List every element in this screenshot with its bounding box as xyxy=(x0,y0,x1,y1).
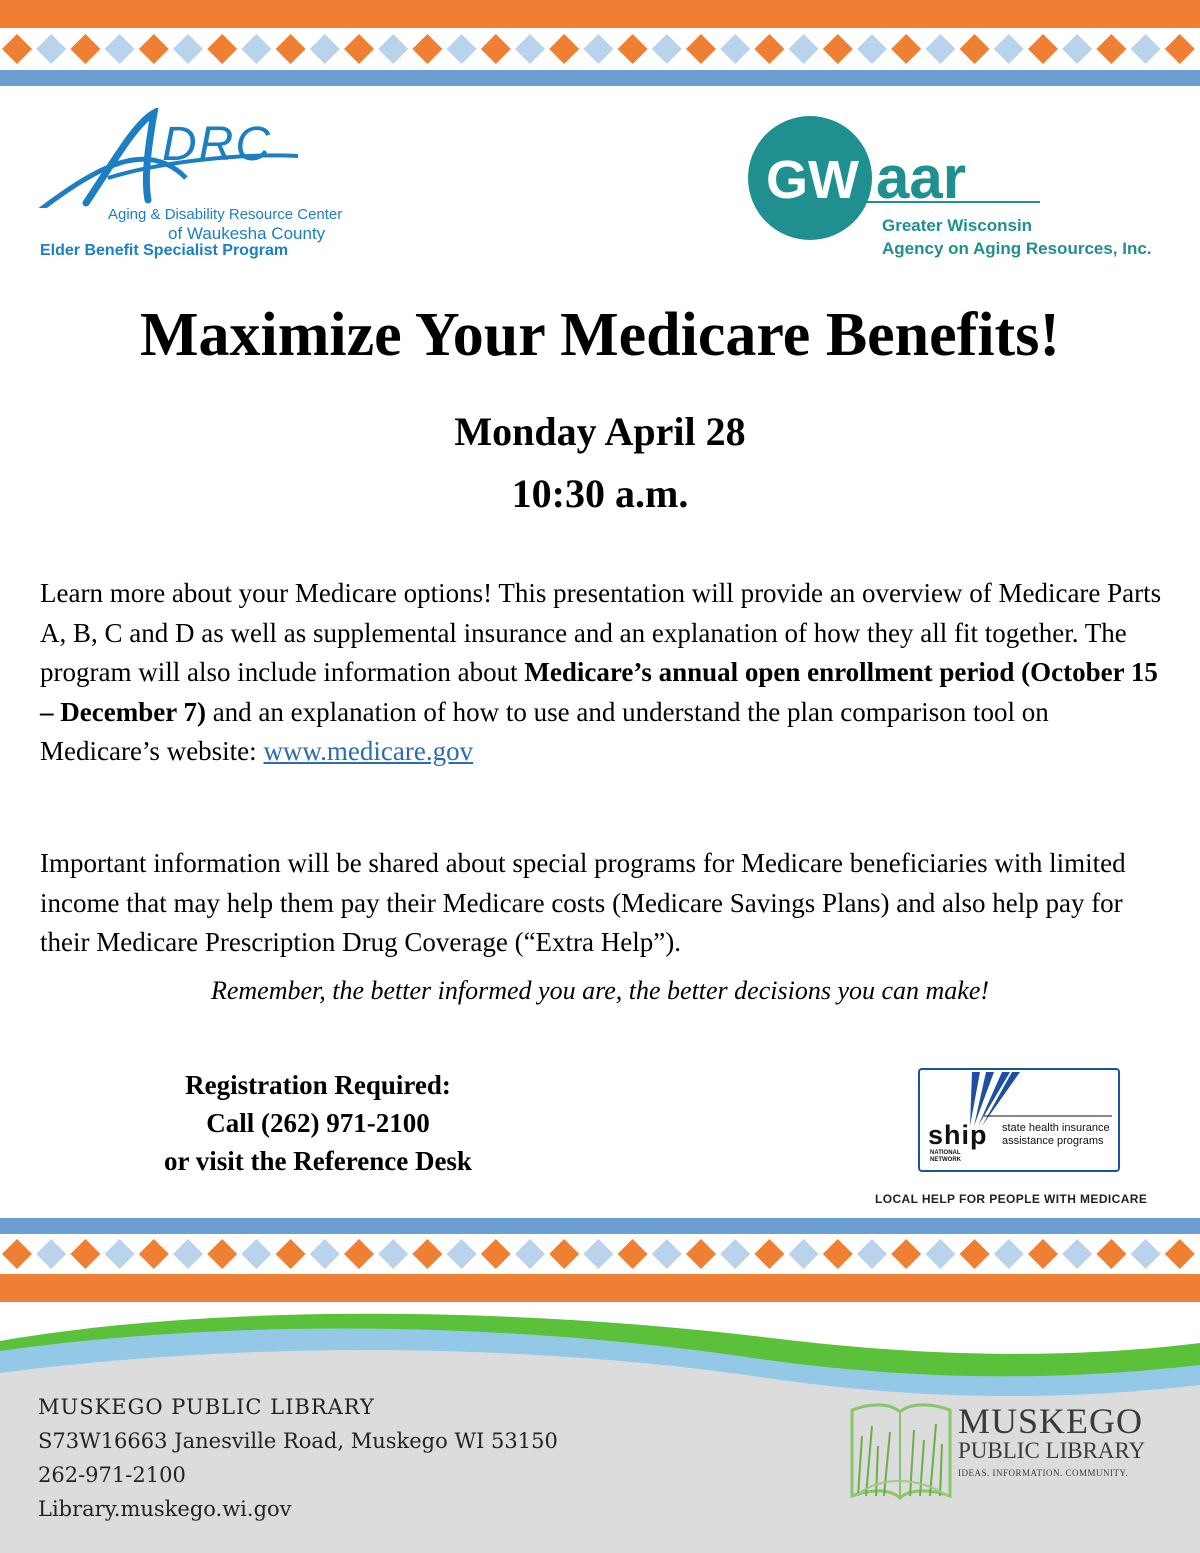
border-diamond xyxy=(720,34,750,64)
border-diamond xyxy=(686,1239,716,1269)
border-diamond xyxy=(36,34,66,64)
border-diamond xyxy=(481,34,511,64)
border-diamond xyxy=(412,1239,442,1269)
bottom-orange-band xyxy=(0,1274,1200,1302)
adrc-mark: DRC xyxy=(162,118,272,171)
border-diamond xyxy=(207,1239,237,1269)
border-diamond xyxy=(686,34,716,64)
border-diamond xyxy=(583,1239,613,1269)
open-book-icon xyxy=(848,1396,954,1506)
border-diamond xyxy=(515,1239,545,1269)
border-diamond xyxy=(994,34,1024,64)
ship-national: NATIONAL xyxy=(930,1150,961,1156)
border-diamond xyxy=(36,1239,66,1269)
border-diamond xyxy=(481,1239,511,1269)
gwaar-line2: Agency on Aging Resources, Inc. xyxy=(882,239,1152,258)
border-diamond xyxy=(583,34,613,64)
border-diamond xyxy=(310,34,340,64)
adrc-line2: of Waukesha County xyxy=(168,224,326,243)
border-diamond xyxy=(276,1239,306,1269)
gwaar-logo xyxy=(744,112,1174,272)
border-diamond xyxy=(378,1239,408,1269)
overview-text-1: Learn more about your Medicare options! This presentation will provide an overview of Medicare Parts A, B, C and D as well as supplemental insurance and an explanation of how they all fit together. The program will also include information about xyxy=(40,578,1162,687)
border-diamond xyxy=(549,1239,579,1269)
ship-tagline: LOCAL HELP FOR PEOPLE WITH MEDICARE xyxy=(875,1192,1148,1206)
overview-text-2: and an explanation of how to use and understand the plan comparison tool on Medicare’s website: xyxy=(40,696,1049,766)
border-diamond xyxy=(1131,34,1161,64)
border-diamond xyxy=(1062,34,1092,64)
border-diamond xyxy=(276,34,306,64)
border-diamond xyxy=(105,34,135,64)
library-address: S73W16663 Janesville Road, Muskego WI 53150 xyxy=(38,1429,558,1453)
top-blue-band xyxy=(0,70,1200,86)
border-diamond xyxy=(515,34,545,64)
registration-required-label: Registration Required: xyxy=(185,1070,451,1100)
border-diamond xyxy=(857,34,887,64)
border-diamond xyxy=(789,34,819,64)
border-diamond xyxy=(2,34,32,64)
gwaar-line1: Greater Wisconsin xyxy=(882,216,1033,235)
border-diamond xyxy=(139,1239,169,1269)
adrc-logo xyxy=(36,108,343,268)
border-diamond xyxy=(754,34,784,64)
registration-reference-desk: or visit the Reference Desk xyxy=(164,1146,472,1176)
ship-logo xyxy=(918,1068,1120,1172)
border-diamond xyxy=(241,34,271,64)
border-diamond xyxy=(994,1239,1024,1269)
border-diamond xyxy=(2,1239,32,1269)
border-diamond xyxy=(310,1239,340,1269)
library-name: MUSKEGO PUBLIC LIBRARY xyxy=(38,1395,375,1419)
border-diamond xyxy=(139,34,169,64)
border-diamond xyxy=(412,34,442,64)
registration-phone: Call (262) 971-2100 xyxy=(206,1108,430,1138)
border-diamond xyxy=(618,34,648,64)
ship-wordmark: ship xyxy=(928,1120,988,1150)
adrc-line1: Aging & Disability Resource Center xyxy=(108,206,343,223)
library-logo-tagline: IDEAS. INFORMATION. COMMUNITY. xyxy=(958,1468,1129,1478)
border-diamond xyxy=(652,1239,682,1269)
border-diamond xyxy=(378,34,408,64)
enrollment-period-text: Medicare’s annual open enrollment period (October 15 – December 7) xyxy=(40,657,1158,727)
border-diamond xyxy=(823,1239,853,1269)
border-diamond xyxy=(891,1239,921,1269)
border-diamond xyxy=(241,1239,271,1269)
border-diamond xyxy=(720,1239,750,1269)
page-title: Maximize Your Medicare Benefits! xyxy=(140,301,1060,369)
border-diamond xyxy=(1028,34,1058,64)
event-date: Monday April 28 xyxy=(454,409,746,454)
border-diamond xyxy=(70,1239,100,1269)
medicare-website-link[interactable]: www.medicare.gov xyxy=(263,736,474,766)
border-diamond xyxy=(652,34,682,64)
border-diamond xyxy=(447,1239,477,1269)
border-diamond xyxy=(173,34,203,64)
border-diamond xyxy=(1165,34,1195,64)
ship-desc-line1: state health insurance xyxy=(1002,1122,1110,1134)
border-diamond xyxy=(960,1239,990,1269)
border-diamond xyxy=(1131,1239,1161,1269)
border-diamond xyxy=(1028,1239,1058,1269)
border-diamond xyxy=(891,34,921,64)
muskego-library-logo xyxy=(848,1396,1168,1511)
border-diamond xyxy=(925,34,955,64)
library-logo-name: MUSKEGO xyxy=(958,1401,1144,1441)
adrc-program-name: Elder Benefit Specialist Program xyxy=(40,242,289,259)
programs-paragraph: Important information will be shared about special programs for Medicare beneficiaries with limited income that may help them pay their Medicare costs (Medicare Savings Plans) and also help pay for their Medicare Prescription Drug Coverage (“Extra Help”). xyxy=(40,848,1126,957)
border-diamond xyxy=(789,1239,819,1269)
border-diamond xyxy=(857,1239,887,1269)
gwaar-mark-right: aar xyxy=(876,144,967,211)
top-orange-band xyxy=(0,0,1200,28)
bottom-blue-band xyxy=(0,1218,1200,1234)
border-diamond xyxy=(823,34,853,64)
library-logo-subtitle: PUBLIC LIBRARY xyxy=(958,1438,1146,1463)
border-diamond xyxy=(207,34,237,64)
border-diamond xyxy=(1096,1239,1126,1269)
border-diamond xyxy=(447,34,477,64)
border-diamond xyxy=(618,1239,648,1269)
bottom-diamond-border xyxy=(0,1234,1200,1274)
ship-network: NETWORK xyxy=(930,1157,961,1163)
border-diamond xyxy=(1096,34,1126,64)
border-diamond xyxy=(1165,1239,1195,1269)
border-diamond xyxy=(925,1239,955,1269)
overview-paragraph xyxy=(40,574,1170,772)
border-diamond xyxy=(1062,1239,1092,1269)
border-diamond xyxy=(173,1239,203,1269)
border-diamond xyxy=(344,1239,374,1269)
border-diamond xyxy=(549,34,579,64)
registration-block xyxy=(118,1066,518,1180)
event-time: 10:30 a.m. xyxy=(511,471,689,516)
border-diamond xyxy=(960,34,990,64)
top-diamond-border xyxy=(0,30,1200,68)
library-phone: 262-971-2100 xyxy=(38,1463,186,1487)
border-diamond xyxy=(70,34,100,64)
ship-desc-line2: assistance programs xyxy=(1002,1135,1104,1147)
border-diamond xyxy=(754,1239,784,1269)
library-website: Library.muskego.wi.gov xyxy=(38,1497,292,1521)
reminder-text: Remember, the better informed you are, the better decisions you can make! xyxy=(210,976,990,1005)
border-diamond xyxy=(105,1239,135,1269)
gwaar-mark-left: GW xyxy=(766,150,859,210)
border-diamond xyxy=(344,34,374,64)
